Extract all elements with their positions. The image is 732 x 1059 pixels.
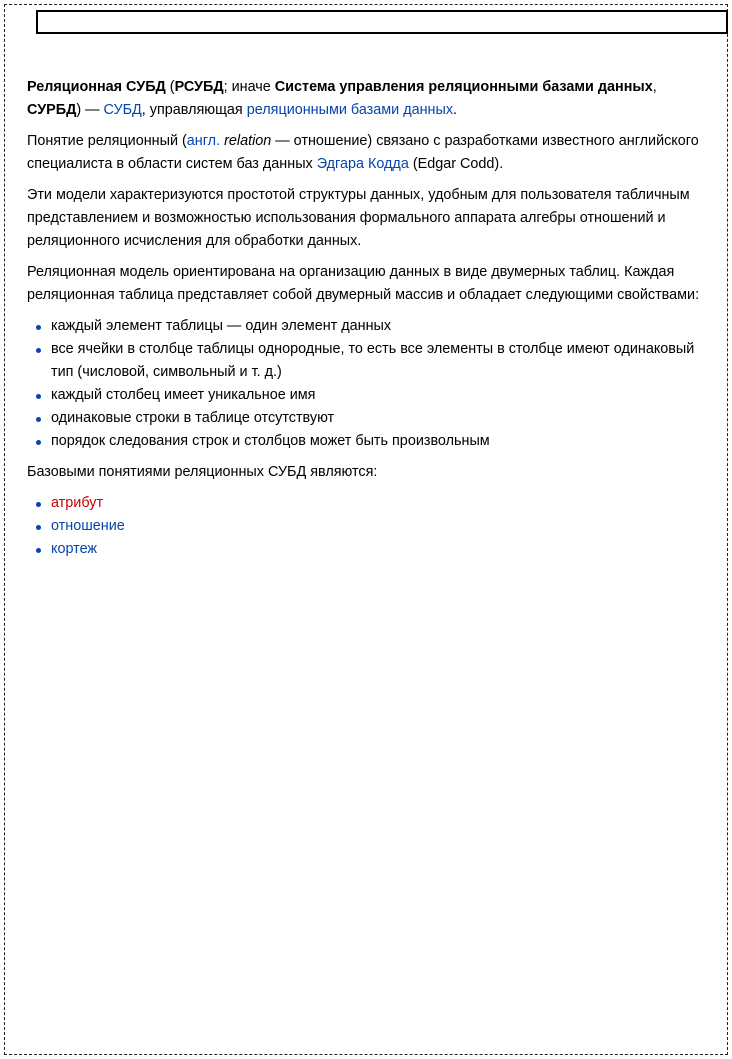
list-item — [27, 492, 707, 515]
intro-paragraph: Реляционная СУБД (РСУБД; иначе Система управления реляционными базами данных, СУРБД) — СУБД, управляющая реляционными базами данных. — [27, 79, 657, 118]
concepts-list — [27, 492, 707, 561]
relation-link[interactable]: отношение — [51, 518, 125, 534]
alt-term-bold: Система управления реляционными базами данных — [274, 79, 653, 95]
list-item — [27, 515, 707, 538]
header-box — [36, 10, 728, 34]
term-abbr-bold: РСУБД — [174, 79, 224, 95]
list-item: одинаковые строки в таблице отсутствуют — [27, 407, 707, 430]
concepts-paragraph: Базовыми понятиями реляционных СУБД являются: — [27, 464, 378, 480]
tuple-link[interactable]: кортеж — [51, 541, 98, 557]
list-item: каждый столбец имеет уникальное имя — [27, 384, 707, 407]
article-content — [27, 76, 707, 569]
relation-paragraph: Понятие реляционный (англ. relation — отношение) связано с разработками известного английского специалиста в области систем баз данных Эдгара Кодда (Edgar Codd). — [27, 133, 699, 172]
list-item — [27, 538, 707, 561]
relational-db-link[interactable]: реляционными базами данных — [246, 102, 454, 118]
term-bold: Реляционная СУБД — [27, 79, 166, 95]
properties-list — [27, 315, 707, 453]
relation-word: relation — [224, 133, 272, 149]
dbms-link[interactable]: СУБД — [103, 102, 142, 118]
attribute-link[interactable]: атрибут — [51, 495, 104, 511]
models-paragraph: Эти модели характеризуются простотой структуры данных, удобным для пользователя табличным представлением и возможностью использования формального аппарата алгебры отношений и реляционного исчисления для обработки данных. — [27, 187, 690, 249]
list-item: каждый элемент таблицы — один элемент данных — [27, 315, 707, 338]
list-item: порядок следования строк и столбцов может быть произвольным — [27, 430, 707, 453]
codd-link[interactable]: Эдгара Кодда — [316, 156, 409, 172]
table-model-paragraph: Реляционная модель ориентирована на организацию данных в виде двумерных таблиц. Каждая реляционная таблица представляет собой двумерный массив и обладает следующими свойствами: — [27, 264, 700, 303]
alt-abbr-bold: СУРБД — [27, 102, 77, 118]
list-item: все ячейки в столбце таблицы однородные, то есть все элементы в столбце имеют одинаковый тип (числовой, символьный и т. д.) — [27, 338, 707, 384]
english-abbr-link[interactable]: англ. — [186, 133, 221, 149]
